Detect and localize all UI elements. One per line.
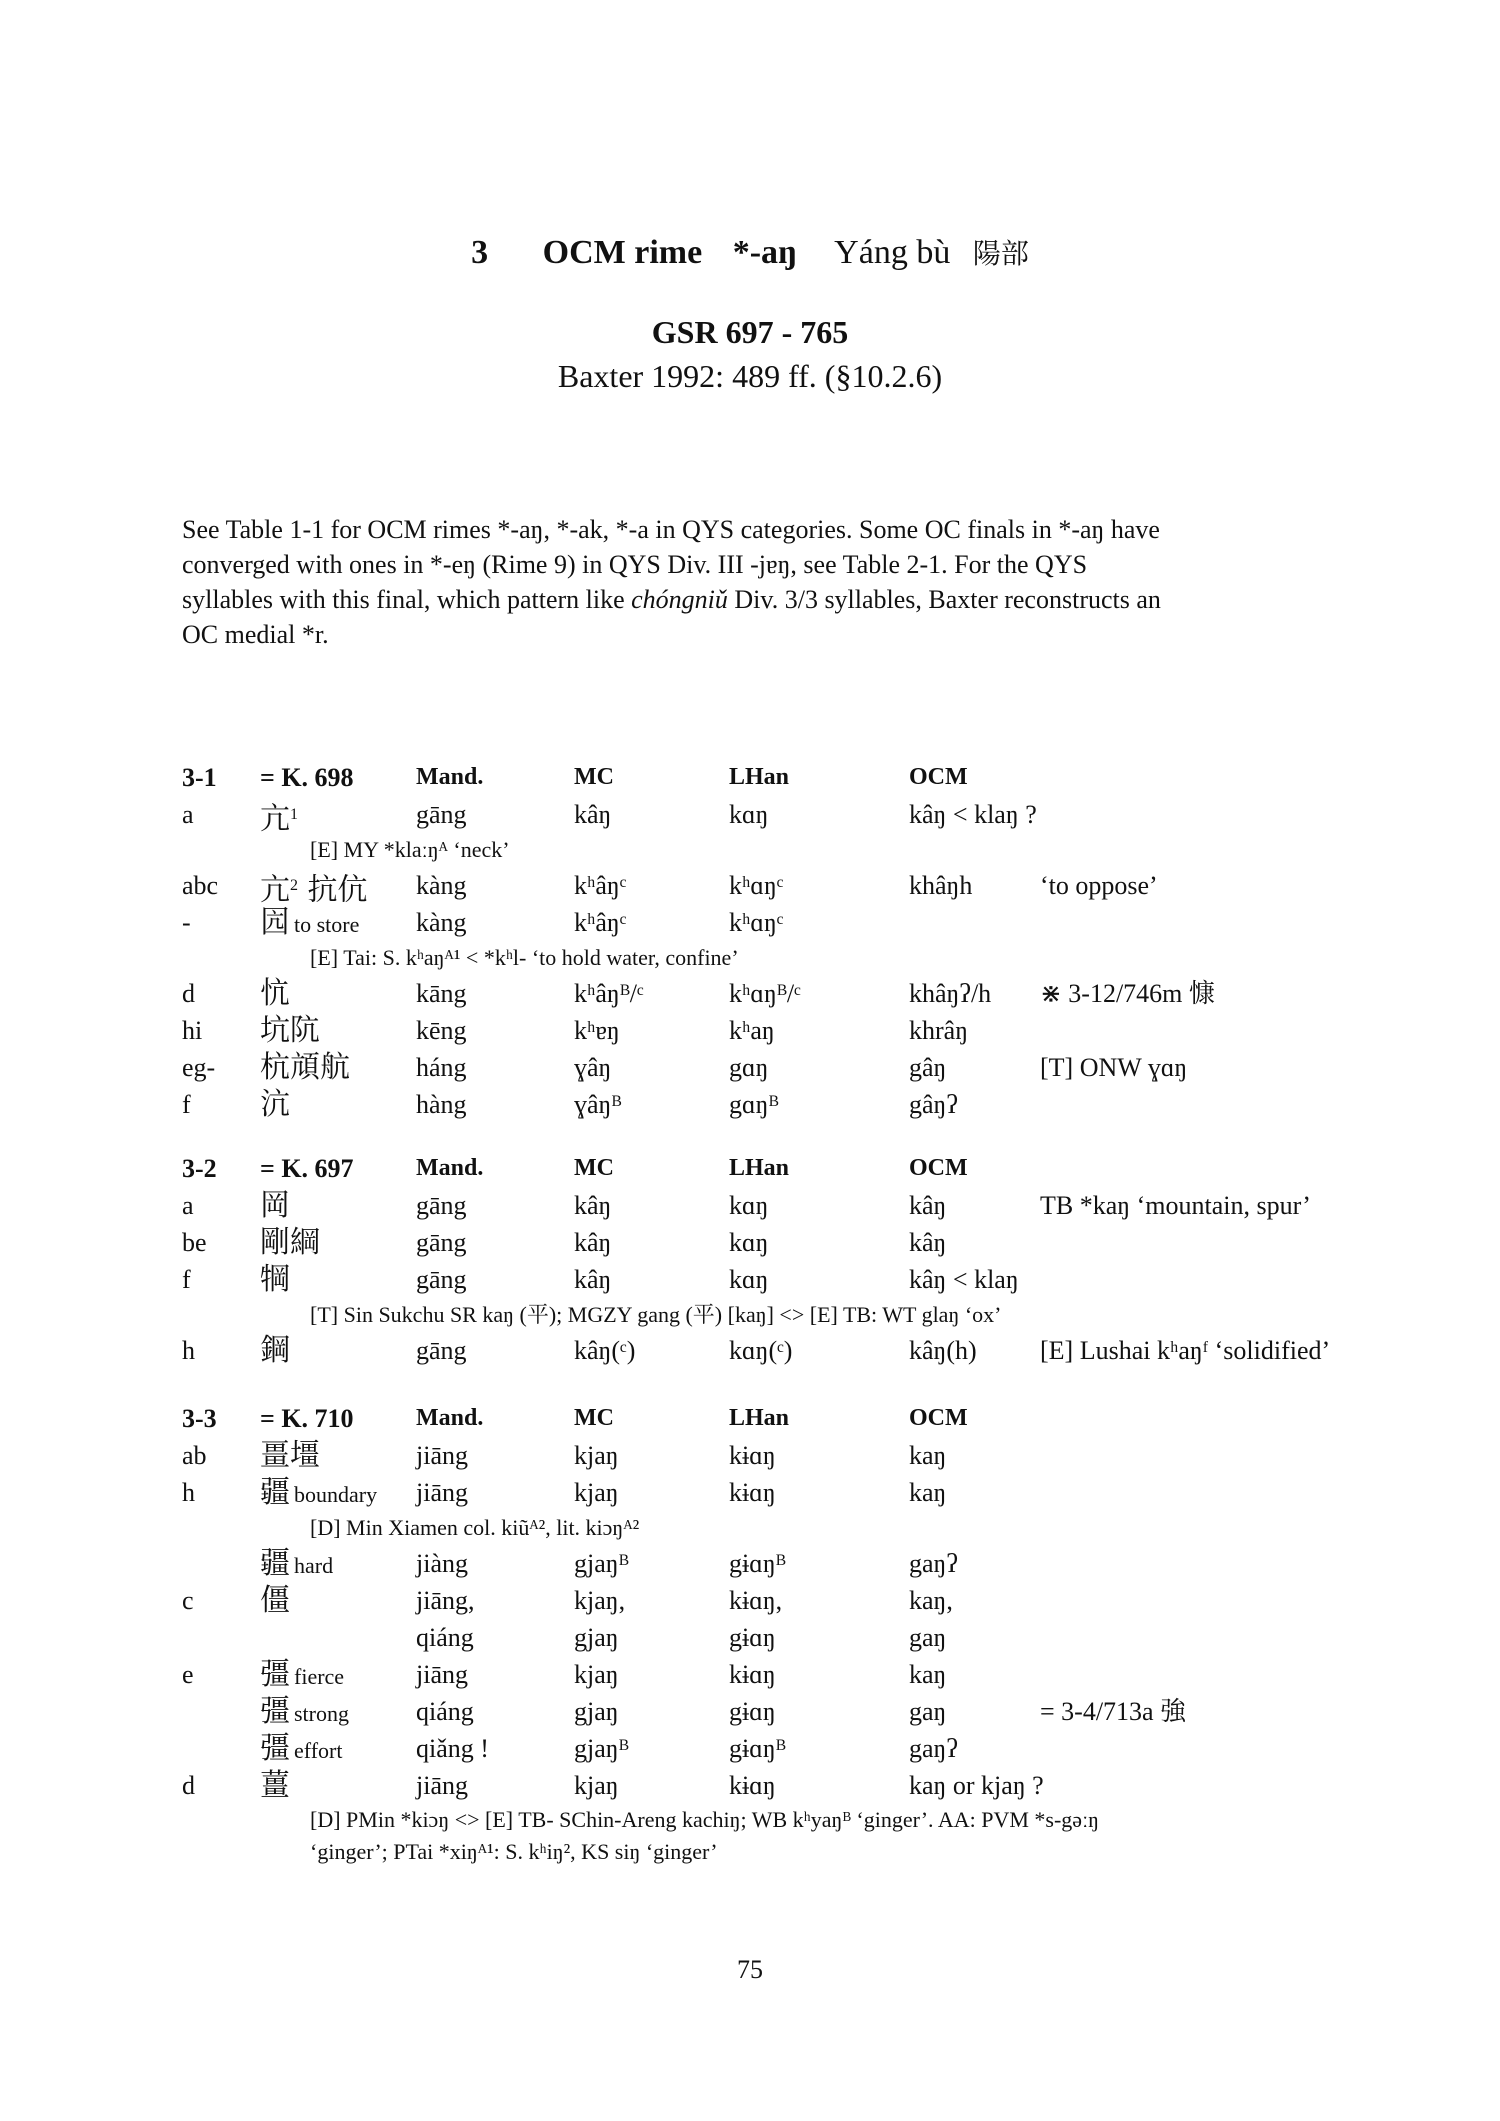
- note-row: [182, 1836, 1362, 1868]
- chinese-character: 抗伉: [298, 872, 368, 908]
- etymology-note: [E] Tai: S. kʰaŋᴬ¹ < *kʰl- ‘to hold water, confine’: [310, 945, 739, 970]
- middle-chinese-reading: kâŋ: [574, 1265, 612, 1294]
- mandarin-reading: jiāng: [416, 1441, 468, 1470]
- mandarin-reading: kēng: [416, 1016, 467, 1045]
- table-row: [182, 1693, 1362, 1730]
- etymology-note: [D] Min Xiamen col. kiũᴬ², lit. kiɔŋᴬ²: [310, 1515, 640, 1540]
- entry-character: [260, 904, 359, 943]
- entry-note: [E] Lushai kʰaŋᶠ ‘solidified’: [1040, 1336, 1331, 1365]
- etymology-note: [D] PMin *kiɔŋ <> [E] TB- SChin-Areng kachiŋ; WB kʰyaŋᴮ ‘ginger’. AA: PVM *s-gəːŋ: [310, 1807, 1100, 1832]
- table-row: [182, 1187, 1362, 1224]
- entry-note: [T] ONW ɣɑŋ: [1040, 1053, 1188, 1082]
- entry-character: [260, 1012, 320, 1050]
- ocm-reading: gaŋʔ: [909, 1549, 958, 1578]
- table-row: [182, 1545, 1362, 1582]
- mandarin-reading: gāng: [416, 1265, 467, 1294]
- section-header: [182, 1150, 1362, 1187]
- later-han-reading: gɑŋ: [729, 1053, 769, 1082]
- mandarin-reading: jiāng: [416, 1478, 468, 1507]
- col-mc: MC: [574, 764, 614, 790]
- ocm-reading: khâŋʔ/h: [909, 979, 992, 1008]
- chinese-character: 沆: [260, 1087, 290, 1122]
- table-row: [182, 1767, 1362, 1804]
- intro-paragraph: [182, 512, 1332, 652]
- title-rime: *-aŋ: [732, 234, 797, 271]
- entry-character: [260, 1582, 290, 1620]
- entry-note: = 3-4/713a 強: [1040, 1697, 1187, 1726]
- intro-line: OC medial *r.: [182, 620, 329, 649]
- middle-chinese-reading: ɣâŋ: [574, 1053, 612, 1082]
- section-header: [182, 759, 1362, 796]
- etymology-note: ‘ginger’; PTai *xiŋᴬ¹: S. kʰiŋ², KS siŋ ‘ginger’: [310, 1839, 718, 1864]
- ocm-reading: gaŋ: [909, 1623, 947, 1652]
- middle-chinese-reading: ɣâŋᴮ: [574, 1090, 622, 1119]
- later-han-reading: gɨɑŋ: [729, 1623, 776, 1652]
- etymology-note: [E] MY *klaːŋᴬ ‘neck’: [310, 837, 510, 862]
- entry-gloss: hard: [294, 1553, 334, 1578]
- later-han-reading: kɨɑŋ,: [729, 1586, 783, 1615]
- table-row: [182, 1656, 1362, 1693]
- entry-gloss: boundary: [294, 1482, 378, 1507]
- middle-chinese-reading: kâŋ: [574, 1191, 612, 1220]
- ocm-reading: kaŋ: [909, 1660, 947, 1689]
- section-3-3: [182, 1400, 1362, 1868]
- later-han-reading: kɑŋ: [729, 1228, 769, 1257]
- ocm-reading: kâŋ < klaŋ ?: [909, 800, 1037, 829]
- chinese-character: 彊: [260, 1731, 290, 1766]
- entry-gloss: to store: [294, 912, 360, 937]
- section-id: 3-2: [182, 1154, 217, 1183]
- table-row: [182, 975, 1362, 1012]
- entry-id: f: [182, 1265, 191, 1294]
- table-row: [182, 904, 1362, 941]
- entry-character: [260, 1767, 290, 1805]
- mandarin-reading: qiǎng !: [416, 1734, 489, 1763]
- col-ocm: OCM: [909, 764, 968, 790]
- later-han-reading: kɑŋ: [729, 800, 769, 829]
- note-row: [182, 1511, 1362, 1545]
- title-han: 陽部: [972, 237, 1029, 270]
- table-row: [182, 1049, 1362, 1086]
- entry-gloss: fierce: [294, 1664, 345, 1689]
- chinese-character: 疆: [260, 1546, 290, 1581]
- col-lhan: LHan: [729, 764, 790, 790]
- later-han-reading: kʰɑŋᶜ: [729, 871, 784, 900]
- later-han-reading: kɑŋ: [729, 1191, 769, 1220]
- table-row: [182, 867, 1362, 908]
- section-3-1: [182, 759, 1362, 1123]
- entry-id: f: [182, 1090, 191, 1119]
- col-mand: Mand.: [416, 764, 484, 790]
- page-number: 75: [737, 1955, 763, 1984]
- middle-chinese-reading: kʰâŋᶜ: [574, 908, 627, 937]
- entry-id: ab: [182, 1441, 207, 1470]
- footnote-marker: 1: [290, 806, 298, 823]
- entry-character: [260, 1049, 350, 1087]
- ocm-reading: khâŋh: [909, 871, 973, 900]
- intro-line: [182, 582, 1332, 617]
- mandarin-reading: kāng: [416, 979, 467, 1008]
- col-mand: Mand.: [416, 1155, 484, 1181]
- chinese-character: 亢: [260, 801, 290, 837]
- chinese-character: 畺壃: [260, 1438, 320, 1473]
- entry-character: [260, 1187, 290, 1225]
- title-yang: Yáng bù: [834, 234, 951, 271]
- chinese-character: 犅: [260, 1262, 290, 1297]
- table-row: [182, 1582, 1362, 1619]
- entry-id: h: [182, 1478, 195, 1507]
- entry-note: ⋇ 3-12/746m 慷: [1040, 979, 1215, 1008]
- entry-id: d: [182, 1771, 195, 1800]
- table-row: [182, 1474, 1362, 1511]
- mandarin-reading: qiáng: [416, 1623, 474, 1652]
- title-number: 3: [471, 234, 489, 271]
- chinese-character: 疆: [260, 1475, 290, 1510]
- middle-chinese-reading: kâŋ: [574, 1228, 612, 1257]
- table-row: [182, 1012, 1362, 1049]
- entry-id: c: [182, 1586, 194, 1615]
- intro-term: chóngniǔ: [631, 585, 728, 614]
- chinese-character: 坑阬: [260, 1013, 320, 1048]
- chinese-character: 岡: [260, 1188, 290, 1223]
- middle-chinese-reading: gjaŋᴮ: [574, 1549, 629, 1578]
- mandarin-reading: gāng: [416, 1191, 467, 1220]
- middle-chinese-reading: kjaŋ: [574, 1478, 619, 1507]
- entry-character: [260, 1474, 377, 1513]
- later-han-reading: gɑŋᴮ: [729, 1090, 779, 1119]
- chinese-character: 杭頏航: [260, 1050, 350, 1085]
- mandarin-reading: jiāng,: [416, 1586, 475, 1615]
- later-han-reading: gɨɑŋ: [729, 1697, 776, 1726]
- ocm-reading: gaŋʔ: [909, 1734, 958, 1763]
- entry-character: [260, 1261, 290, 1299]
- ocm-reading: kaŋ or kjaŋ ?: [909, 1771, 1044, 1800]
- mandarin-reading: hàng: [416, 1090, 467, 1119]
- section-rows: [182, 796, 1362, 1123]
- chinese-character: 僵: [260, 1583, 290, 1618]
- entry-id: abc: [182, 871, 219, 900]
- karlgren-ref: = K. 710: [260, 1404, 354, 1433]
- mandarin-reading: qiáng: [416, 1697, 474, 1726]
- etymology-note: [T] Sin Sukchu SR kaŋ (平); MGZY gang (平) [kaŋ] <> [E] TB: WT glaŋ ‘ox’: [310, 1302, 1002, 1327]
- col-mand: Mand.: [416, 1405, 484, 1431]
- entry-id: eg-: [182, 1053, 216, 1082]
- later-han-reading: kʰaŋ: [729, 1016, 775, 1045]
- entry-id: hi: [182, 1016, 203, 1045]
- chinese-character: 亢: [260, 872, 290, 908]
- middle-chinese-reading: kʰâŋᴮ/ᶜ: [574, 979, 644, 1008]
- middle-chinese-reading: kjaŋ: [574, 1441, 619, 1470]
- table-row: [182, 1730, 1362, 1767]
- section-id: 3-1: [182, 763, 217, 792]
- gsr-range: GSR 697 - 765: [651, 314, 849, 350]
- mandarin-reading: gāng: [416, 1228, 467, 1257]
- entry-character: [260, 1086, 290, 1124]
- ocm-reading: gâŋʔ: [909, 1090, 958, 1119]
- middle-chinese-reading: kjaŋ,: [574, 1586, 626, 1615]
- later-han-reading: gɨɑŋᴮ: [729, 1549, 786, 1578]
- entry-note: ‘to oppose’: [1040, 871, 1158, 900]
- entry-character: [260, 1437, 320, 1475]
- section-id: 3-3: [182, 1404, 217, 1433]
- section-rows: [182, 1437, 1362, 1804]
- page-title: [0, 232, 1500, 272]
- chinese-character: 鋼: [260, 1333, 290, 1368]
- ocm-reading: kaŋ,: [909, 1586, 953, 1615]
- middle-chinese-reading: kâŋ(ᶜ): [574, 1336, 636, 1365]
- later-han-reading: kɨɑŋ: [729, 1478, 776, 1507]
- ocm-reading: khrâŋ: [909, 1016, 969, 1045]
- entry-id: e: [182, 1660, 194, 1689]
- col-lhan: LHan: [729, 1405, 790, 1431]
- intro-line: converged with ones in *-eŋ (Rime 9) in QYS Div. III -jɐŋ, see Table 2-1. For the QYS: [182, 550, 1088, 579]
- mandarin-reading: jiàng: [416, 1549, 468, 1578]
- entry-id: a: [182, 1191, 194, 1220]
- later-han-reading: kɨɑŋ: [729, 1771, 776, 1800]
- ocm-reading: gaŋ: [909, 1697, 947, 1726]
- table-row: [182, 1086, 1362, 1123]
- karlgren-ref: = K. 697: [260, 1154, 354, 1183]
- note-row: [182, 941, 1362, 975]
- later-han-reading: kɨɑŋ: [729, 1660, 776, 1689]
- ocm-reading: kâŋ(h): [909, 1336, 977, 1365]
- ocm-reading: kâŋ < klaŋ: [909, 1265, 1019, 1294]
- ocm-reading: kaŋ: [909, 1478, 947, 1507]
- karlgren-ref: = K. 698: [260, 763, 354, 792]
- middle-chinese-reading: gjaŋᴮ: [574, 1734, 629, 1763]
- mandarin-reading: gāng: [416, 1336, 467, 1365]
- chinese-character: 囥: [260, 905, 290, 940]
- mandarin-reading: gāng: [416, 800, 467, 829]
- entry-character: [260, 1656, 344, 1695]
- entry-character: [260, 975, 290, 1013]
- middle-chinese-reading: kâŋ: [574, 800, 612, 829]
- col-mc: MC: [574, 1405, 614, 1431]
- table-row: [182, 796, 1362, 837]
- ocm-reading: kâŋ: [909, 1228, 947, 1257]
- chinese-character: 彊: [260, 1694, 290, 1729]
- mandarin-reading: háng: [416, 1053, 467, 1082]
- col-ocm: OCM: [909, 1405, 968, 1431]
- later-han-reading: kʰɑŋᴮ/ᶜ: [729, 979, 801, 1008]
- later-han-reading: kɑŋ: [729, 1265, 769, 1294]
- section-rows: [182, 1187, 1362, 1369]
- note-row: [182, 833, 1362, 867]
- entry-character: [260, 1693, 349, 1732]
- middle-chinese-reading: kjaŋ: [574, 1660, 619, 1689]
- middle-chinese-reading: gjaŋ: [574, 1623, 619, 1652]
- footnote-marker: 2: [290, 877, 298, 894]
- title-label: OCM rime: [542, 234, 703, 271]
- later-han-reading: kɑŋ(ᶜ): [729, 1336, 793, 1365]
- col-mc: MC: [574, 1155, 614, 1181]
- entry-id: a: [182, 800, 194, 829]
- chinese-character: 彊: [260, 1657, 290, 1692]
- chinese-character: 剛綱: [260, 1225, 320, 1260]
- entry-id: -: [182, 908, 191, 937]
- later-han-reading: kɨɑŋ: [729, 1441, 776, 1470]
- table-row: [182, 1224, 1362, 1261]
- note-row: [182, 1298, 1362, 1332]
- entry-character: [260, 1545, 333, 1584]
- table-row: [182, 1619, 1362, 1656]
- ocm-reading: kaŋ: [909, 1441, 947, 1470]
- chinese-character: 忼: [260, 976, 290, 1011]
- intro-text: Div. 3/3 syllables, Baxter reconstructs an: [727, 585, 1161, 614]
- entry-gloss: effort: [294, 1738, 343, 1763]
- col-ocm: OCM: [909, 1155, 968, 1181]
- entry-character: [260, 1332, 290, 1370]
- later-han-reading: gɨɑŋᴮ: [729, 1734, 786, 1763]
- entry-note: TB *kaŋ ‘mountain, spur’: [1040, 1191, 1311, 1220]
- col-lhan: LHan: [729, 1155, 790, 1181]
- table-row: [182, 1437, 1362, 1474]
- middle-chinese-reading: kjaŋ: [574, 1771, 619, 1800]
- entry-character: [260, 1730, 342, 1769]
- intro-text: syllables with this final, which pattern like: [182, 585, 632, 614]
- mandarin-reading: jiāng: [416, 1771, 468, 1800]
- entry-id: be: [182, 1228, 207, 1257]
- baxter-reference: Baxter 1992: 489 ff. (§10.2.6): [557, 358, 943, 394]
- middle-chinese-reading: kʰâŋᶜ: [574, 871, 627, 900]
- ocm-reading: gâŋ: [909, 1053, 947, 1082]
- later-han-reading: kʰɑŋᶜ: [729, 908, 784, 937]
- middle-chinese-reading: kʰɐŋ: [574, 1016, 620, 1045]
- table-row: [182, 1261, 1362, 1298]
- ocm-reading: kâŋ: [909, 1191, 947, 1220]
- entry-id: d: [182, 979, 195, 1008]
- mandarin-reading: kàng: [416, 871, 467, 900]
- mandarin-reading: kàng: [416, 908, 467, 937]
- note-row: [182, 1804, 1362, 1836]
- chinese-character: 薑: [260, 1768, 290, 1803]
- section-header: [182, 1400, 1362, 1437]
- entry-gloss: strong: [294, 1701, 349, 1726]
- entry-id: h: [182, 1336, 195, 1365]
- section-3-2: [182, 1150, 1362, 1369]
- middle-chinese-reading: gjaŋ: [574, 1697, 619, 1726]
- mandarin-reading: jiāng: [416, 1660, 468, 1689]
- entry-character: [260, 1224, 320, 1262]
- table-row: [182, 1332, 1362, 1369]
- intro-line: See Table 1-1 for OCM rimes *-aŋ, *-ak, *-a in QYS categories. Some OC finals in *-aŋ have: [182, 515, 1160, 544]
